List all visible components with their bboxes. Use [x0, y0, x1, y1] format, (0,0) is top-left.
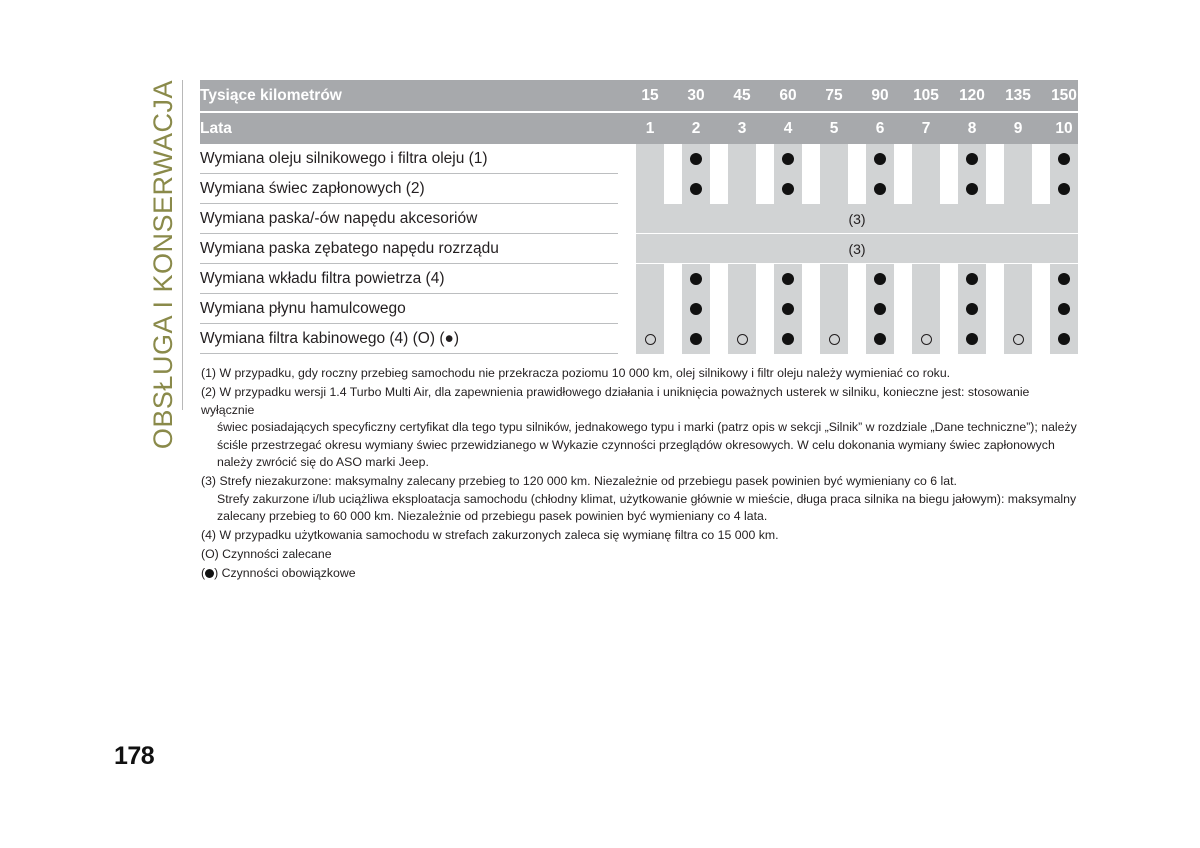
- column-gap: [848, 144, 866, 174]
- page-number: 178: [114, 742, 155, 770]
- header-km-value: 45: [728, 80, 756, 112]
- header-km-value: 150: [1050, 80, 1078, 112]
- column-gap: [940, 112, 958, 144]
- filled-dot-icon: [874, 183, 886, 195]
- column-gap: [756, 80, 774, 112]
- table-row: [200, 204, 1078, 234]
- header-year-value: 1: [636, 112, 664, 144]
- column-gap: [1032, 174, 1050, 204]
- schedule-cell: [912, 324, 940, 354]
- filled-dot-icon: [690, 303, 702, 315]
- column-gap: [756, 144, 774, 174]
- schedule-cell: [636, 324, 664, 354]
- header-km-value: 75: [820, 80, 848, 112]
- header-km-value: 90: [866, 80, 894, 112]
- column-gap: [618, 80, 636, 112]
- schedule-cell: [636, 294, 664, 324]
- column-gap: [940, 324, 958, 354]
- schedule-cell: [958, 174, 986, 204]
- legend-mandatory: [201, 565, 1081, 583]
- header-year-value: 8: [958, 112, 986, 144]
- column-gap: [664, 264, 682, 294]
- schedule-cell: [728, 144, 756, 174]
- filled-dot-icon: [782, 273, 794, 285]
- column-gap: [986, 264, 1004, 294]
- column-gap: [710, 324, 728, 354]
- column-gap: [664, 144, 682, 174]
- column-gap: [848, 112, 866, 144]
- filled-dot-icon: [690, 273, 702, 285]
- schedule-cell: [728, 264, 756, 294]
- table-row: [200, 294, 1078, 324]
- footnote-3: [201, 473, 1081, 526]
- open-circle-icon: [921, 334, 932, 345]
- filled-dot-icon: [874, 303, 886, 315]
- schedule-cell: [1050, 294, 1078, 324]
- schedule-cell: [912, 264, 940, 294]
- filled-dot-icon: [1058, 303, 1070, 315]
- header-year-value: 7: [912, 112, 940, 144]
- column-gap: [848, 264, 866, 294]
- filled-dot-icon: [966, 303, 978, 315]
- footnote-2-line-2: świec posiadających specyficzny certyfikat dla tego typu silników, jednakowego typu i marki (patrz opis w sekcji „Silnik” w rozdziale „Dane techniczne”); należy: [217, 420, 1077, 434]
- header-km-value: 60: [774, 80, 802, 112]
- open-circle-icon: [645, 334, 656, 345]
- schedule-cell: [682, 264, 710, 294]
- column-gap: [848, 80, 866, 112]
- column-gap: [1032, 324, 1050, 354]
- column-gap: [894, 324, 912, 354]
- schedule-cell: [1050, 144, 1078, 174]
- filled-dot-icon: [690, 183, 702, 195]
- column-gap: [802, 264, 820, 294]
- schedule-cell: [636, 174, 664, 204]
- schedule-cell: [728, 294, 756, 324]
- column-gap: [940, 294, 958, 324]
- interval-note: (3): [636, 204, 1078, 234]
- table-row: [200, 144, 1078, 174]
- filled-dot-icon: [966, 273, 978, 285]
- schedule-cell: [1004, 294, 1032, 324]
- filled-dot-icon: [1058, 333, 1070, 345]
- interval-note: (3): [636, 234, 1078, 264]
- column-gap: [940, 144, 958, 174]
- column-gap: [940, 80, 958, 112]
- schedule-cell: [1004, 174, 1032, 204]
- column-gap: [618, 112, 636, 144]
- schedule-cell: [774, 144, 802, 174]
- footnote-1: (1) W przypadku, gdy roczny przebieg samochodu nie przekracza poziomu 10 000 km, olej silnikowy i filtr oleju należy wymieniać co roku.: [201, 366, 951, 380]
- schedule-cell: [1050, 174, 1078, 204]
- service-item-label: Wymiana filtra kabinowego (4) (O) (●): [200, 324, 618, 354]
- column-gap: [940, 174, 958, 204]
- schedule-cell: [866, 174, 894, 204]
- column-gap: [1032, 264, 1050, 294]
- footnotes: [201, 365, 1081, 584]
- column-gap: [618, 324, 636, 354]
- maintenance-schedule-table: [200, 80, 1078, 354]
- schedule-cell: [1004, 324, 1032, 354]
- column-gap: [802, 80, 820, 112]
- open-circle-icon: [1013, 334, 1024, 345]
- column-gap: [802, 294, 820, 324]
- schedule-cell: [866, 264, 894, 294]
- column-gap: [1032, 80, 1050, 112]
- service-item-label: Wymiana oleju silnikowego i filtra oleju (1): [200, 144, 618, 174]
- schedule-cell: [1004, 264, 1032, 294]
- schedule-cell: [774, 174, 802, 204]
- footnote-2-line-1: (2) W przypadku wersji 1.4 Turbo Multi Air, dla zapewnienia prawidłowego działania i uniknięcia poważnych usterek w silniku, konieczne jest: stosowanie wyłącznie: [201, 385, 1030, 417]
- column-gap: [618, 294, 636, 324]
- header-year-value: 9: [1004, 112, 1032, 144]
- schedule-cell: [774, 324, 802, 354]
- column-gap: [986, 294, 1004, 324]
- schedule-cell: [958, 264, 986, 294]
- filled-dot-icon: [966, 333, 978, 345]
- footnote-3-line-1: (3) Strefy niezakurzone: maksymalny zalecany przebieg to 120 000 km. Niezależnie od przebiegu pasek powinien być wymieniany co 6 lat.: [201, 474, 957, 488]
- header-years-label: Lata: [200, 112, 618, 144]
- filled-dot-icon: [782, 303, 794, 315]
- column-gap: [1032, 112, 1050, 144]
- filled-dot-icon: [690, 153, 702, 165]
- column-gap: [986, 80, 1004, 112]
- header-row-kilometers: [200, 80, 1078, 112]
- header-year-value: 6: [866, 112, 894, 144]
- column-gap: [894, 112, 912, 144]
- column-gap: [664, 174, 682, 204]
- filled-dot-icon: [874, 153, 886, 165]
- schedule-cell: [1050, 324, 1078, 354]
- column-gap: [1032, 294, 1050, 324]
- column-gap: [664, 112, 682, 144]
- filled-dot-icon: [1058, 273, 1070, 285]
- column-gap: [756, 324, 774, 354]
- column-gap: [986, 112, 1004, 144]
- header-kilometers-label: Tysiące kilometrów: [200, 80, 618, 112]
- schedule-cell: [958, 294, 986, 324]
- column-gap: [894, 264, 912, 294]
- schedule-cell: [866, 294, 894, 324]
- column-gap: [940, 264, 958, 294]
- column-gap: [710, 264, 728, 294]
- column-gap: [664, 80, 682, 112]
- service-item-label: Wymiana płynu hamulcowego: [200, 294, 618, 324]
- column-gap: [618, 264, 636, 294]
- table-row: [200, 324, 1078, 354]
- schedule-cell: [682, 294, 710, 324]
- header-km-value: 15: [636, 80, 664, 112]
- table-row: [200, 264, 1078, 294]
- column-gap: [894, 80, 912, 112]
- table-row: [200, 174, 1078, 204]
- schedule-cell: [682, 174, 710, 204]
- column-gap: [802, 144, 820, 174]
- chapter-title-text: OBSŁUGA I KONSERWACJA: [147, 80, 178, 450]
- column-gap: [756, 174, 774, 204]
- column-gap: [848, 294, 866, 324]
- schedule-cell: [1050, 264, 1078, 294]
- header-year-value: 10: [1050, 112, 1078, 144]
- column-gap: [710, 294, 728, 324]
- schedule-cell: [636, 264, 664, 294]
- open-circle-icon: [737, 334, 748, 345]
- column-gap: [664, 324, 682, 354]
- filled-dot-icon: [1058, 153, 1070, 165]
- schedule-cell: [820, 174, 848, 204]
- header-km-value: 120: [958, 80, 986, 112]
- service-item-label: Wymiana świec zapłonowych (2): [200, 174, 618, 204]
- column-gap: [802, 112, 820, 144]
- footnote-3-line-3: zalecany przebieg to 60 000 km. Niezależnie od przebiegu pasek powinien być wymieniany co 4 lata.: [217, 509, 768, 523]
- footnote-2-line-4: należy zwrócić się do ASO marki Jeep.: [217, 455, 429, 469]
- schedule-cell: [912, 144, 940, 174]
- schedule-cell: [866, 144, 894, 174]
- column-gap: [986, 174, 1004, 204]
- column-gap: [1032, 144, 1050, 174]
- column-gap: [710, 80, 728, 112]
- filled-dot-icon: [690, 333, 702, 345]
- schedule-cell: [820, 144, 848, 174]
- schedule-cell: [958, 144, 986, 174]
- schedule-cell: [912, 174, 940, 204]
- schedule-cell: [774, 264, 802, 294]
- schedule-cell: [820, 264, 848, 294]
- column-gap: [894, 294, 912, 324]
- footnote-2: [201, 384, 1081, 472]
- legend-recommended: (O) Czynności zalecane: [201, 547, 332, 561]
- column-gap: [894, 174, 912, 204]
- column-gap: [802, 324, 820, 354]
- filled-dot-icon: [966, 183, 978, 195]
- column-gap: [618, 234, 636, 264]
- open-circle-icon: [829, 334, 840, 345]
- header-year-value: 2: [682, 112, 710, 144]
- column-gap: [848, 174, 866, 204]
- schedule-cell: [682, 324, 710, 354]
- schedule-cell: [774, 294, 802, 324]
- chapter-title: [142, 80, 184, 450]
- schedule-cell: [682, 144, 710, 174]
- legend-mandatory-open: (: [201, 566, 206, 580]
- schedule-cell: [636, 144, 664, 174]
- filled-dot-icon: [782, 153, 794, 165]
- column-gap: [710, 144, 728, 174]
- column-gap: [618, 144, 636, 174]
- column-gap: [802, 174, 820, 204]
- filled-dot-icon: [874, 333, 886, 345]
- column-gap: [710, 174, 728, 204]
- schedule-cell: [1004, 144, 1032, 174]
- schedule-cell: [958, 324, 986, 354]
- legend-mandatory-text: ) Czynności obowiązkowe: [214, 566, 356, 580]
- service-item-label: Wymiana wkładu filtra powietrza (4): [200, 264, 618, 294]
- header-year-value: 3: [728, 112, 756, 144]
- column-gap: [986, 144, 1004, 174]
- column-gap: [618, 204, 636, 234]
- column-gap: [618, 174, 636, 204]
- column-gap: [710, 112, 728, 144]
- filled-dot-icon: [782, 183, 794, 195]
- column-gap: [986, 324, 1004, 354]
- schedule-cell: [728, 324, 756, 354]
- header-km-value: 135: [1004, 80, 1032, 112]
- header-km-value: 105: [912, 80, 940, 112]
- chapter-divider: [182, 80, 183, 410]
- footnote-4: (4) W przypadku użytkowania samochodu w strefach zakurzonych zaleca się wymianę filtra co 15 000 km.: [201, 528, 779, 542]
- filled-dot-icon: [966, 153, 978, 165]
- schedule-cell: [912, 294, 940, 324]
- service-item-label: Wymiana paska/-ów napędu akcesoriów: [200, 204, 618, 234]
- schedule-cell: [820, 324, 848, 354]
- filled-dot-icon: [205, 569, 214, 578]
- header-year-value: 5: [820, 112, 848, 144]
- header-year-value: 4: [774, 112, 802, 144]
- column-gap: [894, 144, 912, 174]
- filled-dot-icon: [874, 273, 886, 285]
- service-item-label: Wymiana paska zębatego napędu rozrządu: [200, 234, 618, 264]
- column-gap: [664, 294, 682, 324]
- schedule-cell: [866, 324, 894, 354]
- filled-dot-icon: [1058, 183, 1070, 195]
- header-km-value: 30: [682, 80, 710, 112]
- schedule-cell: [820, 294, 848, 324]
- column-gap: [756, 294, 774, 324]
- schedule-cell: [728, 174, 756, 204]
- column-gap: [848, 324, 866, 354]
- filled-dot-icon: [782, 333, 794, 345]
- column-gap: [756, 112, 774, 144]
- column-gap: [756, 264, 774, 294]
- header-row-years: [200, 112, 1078, 144]
- footnote-2-line-3: ściśle przestrzegać okresu wymiany świec przewidzianego w Wykazie czynności przeglądów okresowych. W celu dokonania wymiany świec zapłonowych: [217, 437, 1055, 452]
- table-row: [200, 234, 1078, 264]
- footnote-3-line-2: Strefy zakurzone i/lub uciążliwa eksploatacja samochodu (chłodny klimat, użytkowanie głównie w mieście, długa praca silnika na biegu jałowym): maksymalny: [217, 491, 1077, 506]
